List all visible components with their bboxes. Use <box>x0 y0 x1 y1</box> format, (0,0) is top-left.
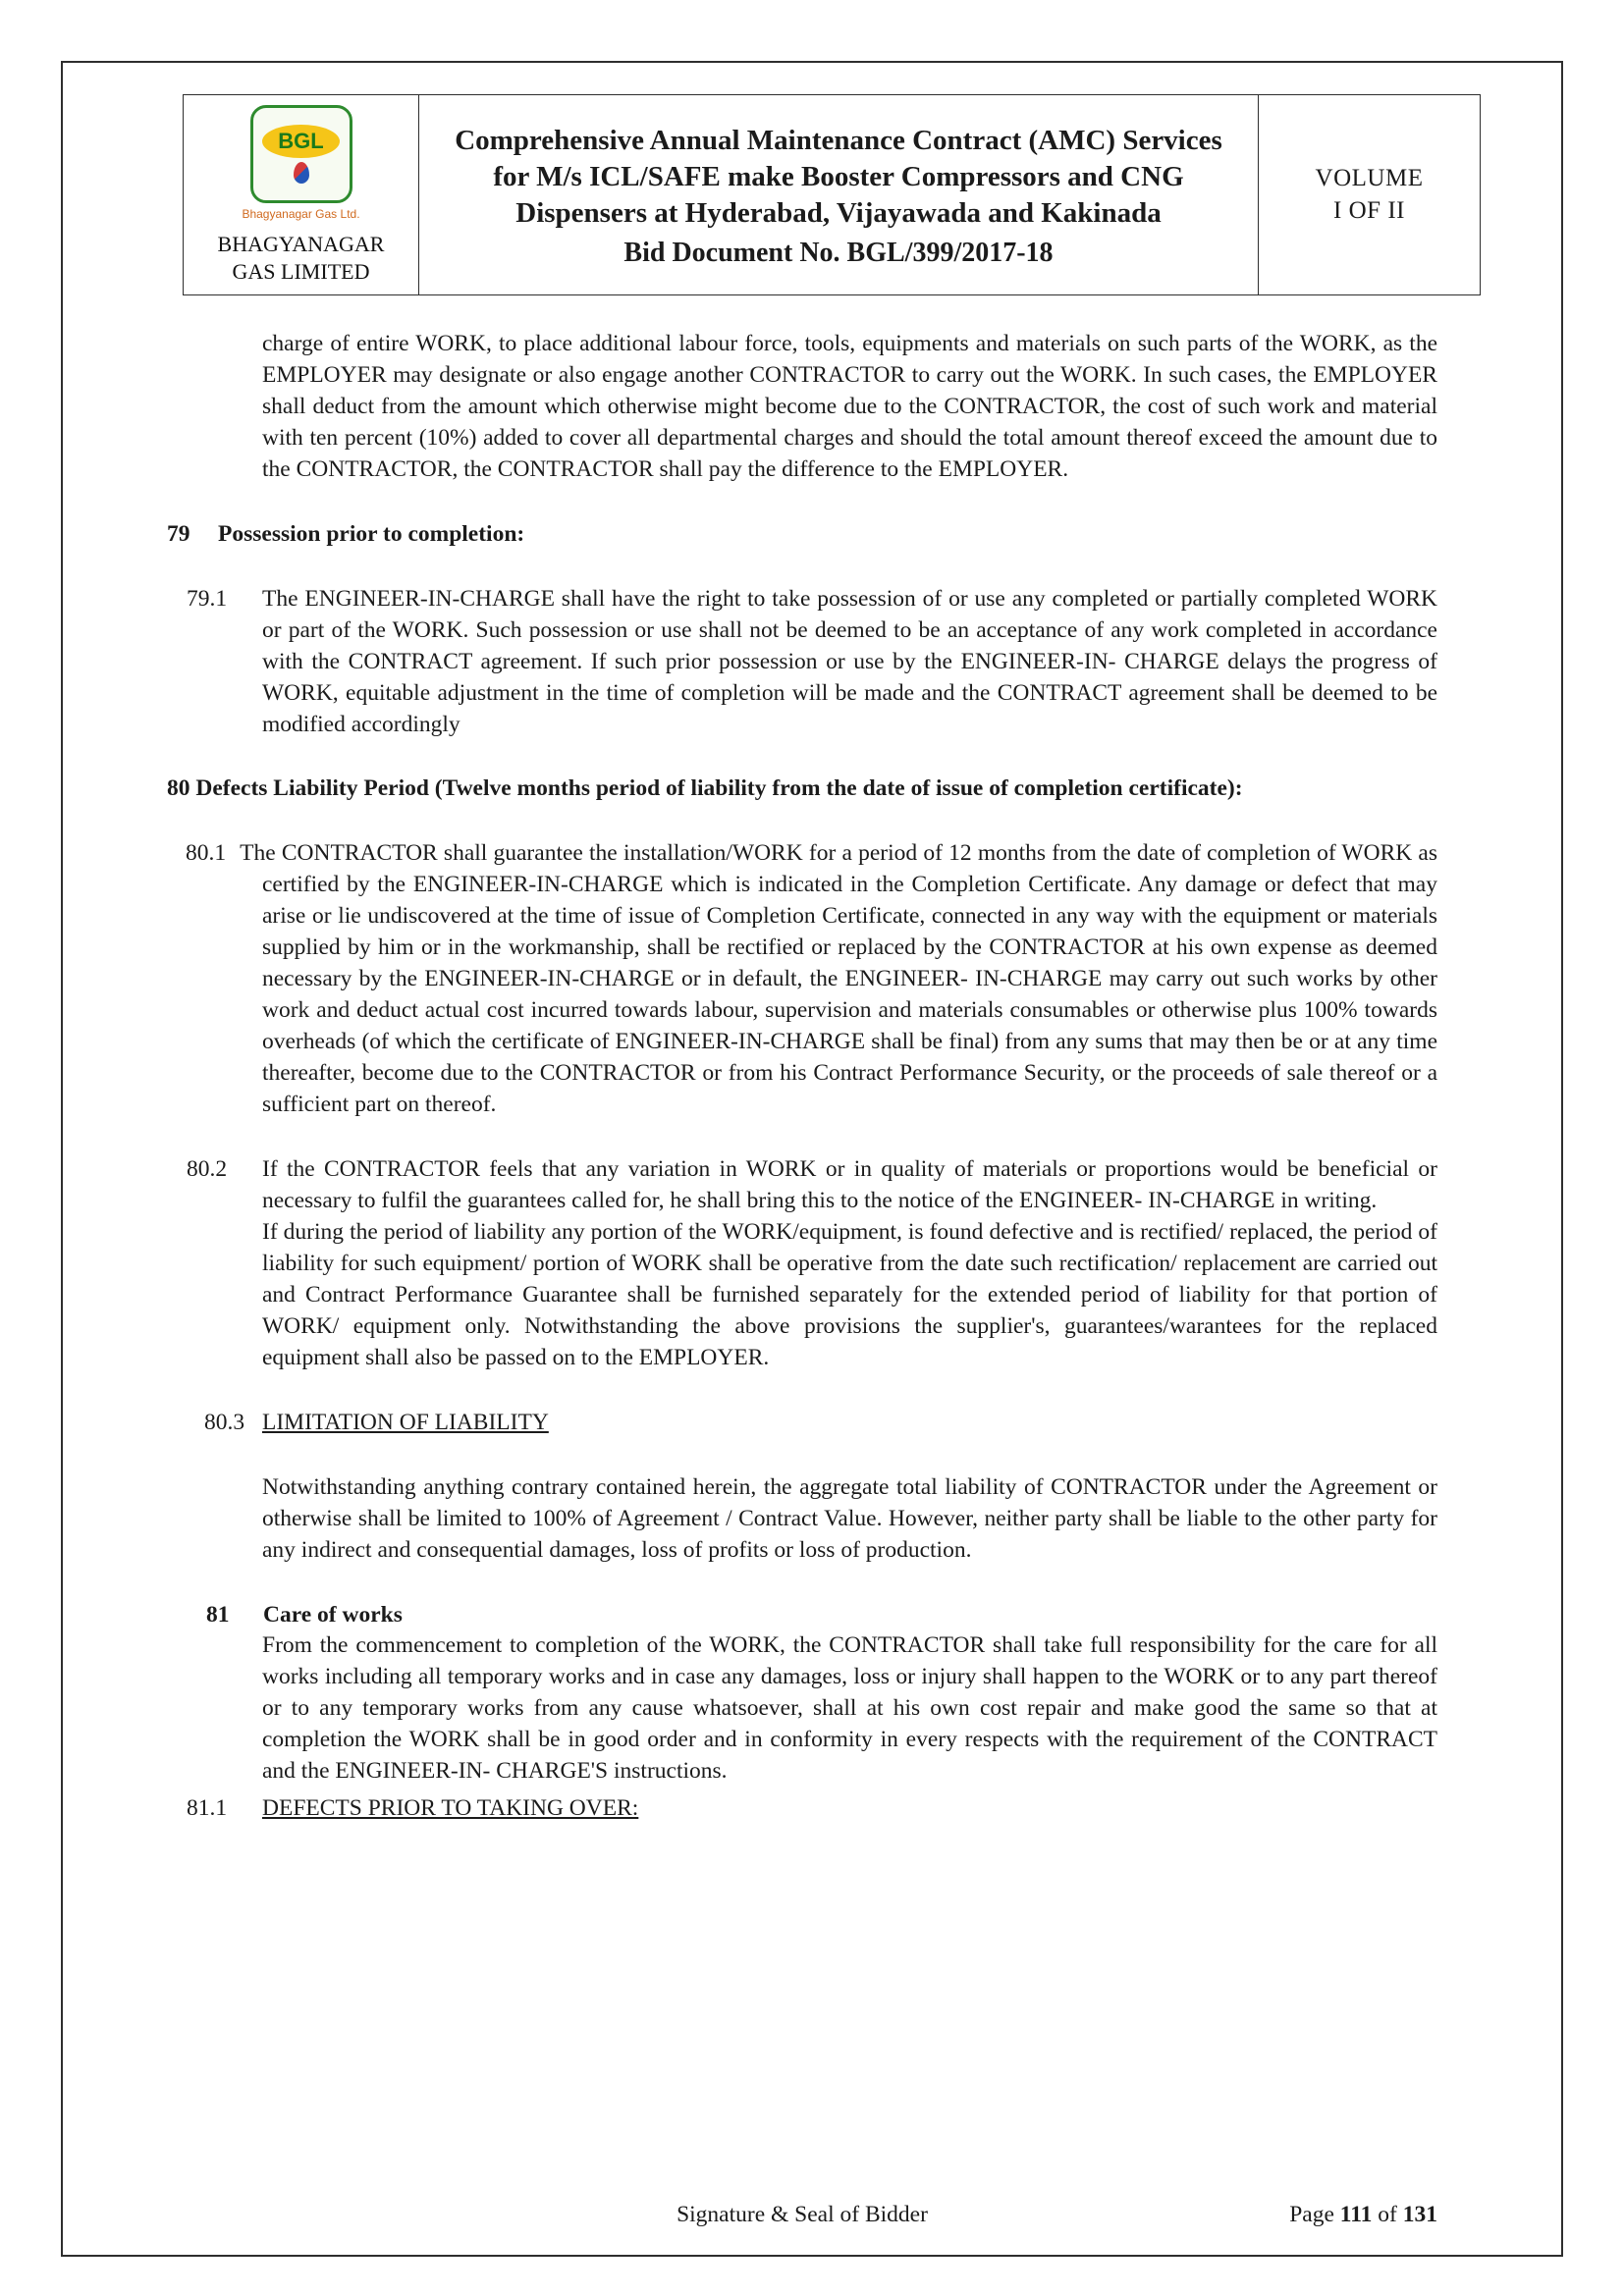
paragraph-continuation: charge of entire WORK, to place additional labour force, tools, equipments and materials on such parts of the WORK, as the EMPLOYER may designate or also engage another CONTRACTOR to carry out the WORK. In such cases, the EMPLOYER shall deduct from the amount which otherwise might become due to the CONTRACTOR, the cost of such work and material with ten percent (10%) added to cover all departmental charges and should the total amount thereof exceed the amount due to the CONTRACTOR, the CONTRACTOR shall pay the difference to the EMPLOYER. <box>262 331 1437 482</box>
section-81-text: From the commencement to completion of the WORK, the CONTRACTOR shall take full responsibility for the care for all works including all temporary works and in case any damages, loss or injury shall happen to the WORK or to any part thereof or to any temporary works from any cause whatsoever, shall at his own cost repair and make good the same so that at completion the WORK shall be in good order and in conformity in every respects with the requirement of the CONTRACT and the ENGINEER-IN- CHARGE'S instructions. <box>262 1632 1437 1785</box>
clause-80-1 <box>186 838 1437 1121</box>
logo-acronym: BGL <box>262 125 339 158</box>
header-volume-cell <box>1259 95 1480 294</box>
header-title-cell <box>419 95 1259 294</box>
clause-81-1-number: 81.1 <box>187 1795 228 1822</box>
document-header <box>183 94 1481 295</box>
page-current: 111 <box>1339 2202 1373 2227</box>
clause-79-1-number: 79.1 <box>187 585 228 612</box>
company-name-line1: BHAGYANAGAR <box>217 232 385 256</box>
clause-80-2 <box>167 1154 1437 1374</box>
clause-81-1 <box>167 1793 1437 1825</box>
clause-80-2-number: 80.2 <box>187 1156 228 1183</box>
section-81-heading <box>206 1600 1437 1631</box>
header-logo-cell <box>184 95 419 294</box>
company-name-line2: GAS LIMITED <box>232 258 370 284</box>
section-81-title: Care of works <box>263 1601 403 1628</box>
page-border-frame <box>61 61 1563 2257</box>
clause-80-1-text: The CONTRACTOR shall guarantee the installation/WORK for a period of 12 months from the date of completion of WORK as certified by the ENGINEER-IN-CHARGE which is indicated in the Completion Certificate. Any damage or defect that may arise or lie undiscovered at the time of issue of Completion Certificate, connected in any way with the equipment or materials supplied by him or in the workmanship, shall be rectified or replaced by the CONTRACTOR at his own expense as deemed necessary by the ENGINEER-IN-CHARGE or in default, the ENGINEER- IN-CHARGE may carry out such works by other work and deduct actual cost incurred towards labour, supervision and materials consumables or otherwise plus 100% towards overheads (of which the certificate of ENGINEER-IN-CHARGE shall be final) from any sums that may then be or at any time thereafter, become due to the CONTRACTOR or from his Contract Performance Security, or the proceeds of sale thereof or a sufficient part on thereof. <box>240 840 1437 1118</box>
logo-flame-icon <box>294 162 309 184</box>
clause-80-1-number: 80.1 <box>186 840 227 867</box>
document-title: Comprehensive Annual Maintenance Contract (AMC) Services for M/s ICL/SAFE make Booster Compressors and CNG Dispensers at Hyderabad, Vijayawada and Kakinada <box>455 124 1222 230</box>
clause-80-3-number: 80.3 <box>204 1409 245 1435</box>
volume-line2: I OF II <box>1333 196 1405 224</box>
signature-label: Signature & Seal of Bidder <box>677 2202 928 2227</box>
clause-80-3-text: Notwithstanding anything contrary contained herein, the aggregate total liability of CONTRACTOR under the Agreement or otherwise shall be limited to 100% of Agreement / Contract Value. However, neither party shall be liable to the other party for any indirect and consequential damages, loss of profits or loss of production. <box>262 1473 1437 1563</box>
section-80-heading: 80 Defects Liability Period (Twelve months period of liability from the date of issue of completion certificate): <box>167 775 1243 802</box>
clause-80-2-paragraph-1: If the CONTRACTOR feels that any variation in WORK or in quality of materials or proportions would be beneficial or necessary to fulfil the guarantees called for, he shall bring this to the notice of the ENGINEER- IN-CHARGE in writing. <box>262 1156 1437 1213</box>
clause-81-1-title: DEFECTS PRIOR TO TAKING OVER: <box>262 1795 639 1822</box>
page-number: Page 111 of 131 <box>1289 2202 1437 2227</box>
clause-80-3-title: LIMITATION OF LIABILITY <box>262 1409 549 1435</box>
logo-caption: Bhagyanagar Gas Ltd. <box>242 207 360 221</box>
company-name <box>218 231 385 285</box>
section-81-number: 81 <box>206 1601 230 1628</box>
clause-80-2-paragraph-2: If during the period of liability any portion of the WORK/equipment, is found defective and is rectified/ replaced, the period of liability for such equipment/ portion of WORK shall be operative from the date such rectification/ replacement are carried out and Contract Performance Guarantee shall be furnished separately for the extended period of liability for that portion of WORK/ equipment only. Notwithstanding the above provisions the supplier's, guarantees/warantees for the replaced equipment shall also be passed on to the EMPLOYER. <box>262 1218 1437 1370</box>
company-logo-icon <box>250 105 352 203</box>
clause-80-3 <box>167 1408 1437 1567</box>
section-79-heading <box>167 519 1437 551</box>
section-79-number: 79 <box>167 520 190 547</box>
clause-79-1-text: The ENGINEER-IN-CHARGE shall have the right to take possession of or use any completed or partially completed WORK or part of the WORK. Such possession or use shall not be deemed to be an acceptance of any work completed in accordance with the CONTRACT agreement. If such prior possession or use by the ENGINEER-IN- CHARGE delays the progress of WORK, equitable adjustment in the time of completion will be made and the CONTRACT agreement shall be deemed to be modified accordingly <box>262 585 1437 737</box>
section-79-title: Possession prior to completion: <box>218 520 525 547</box>
bid-document-number: Bid Document No. BGL/399/2017-18 <box>623 238 1054 269</box>
volume-line1: VOLUME <box>1315 165 1424 191</box>
document-footer <box>167 2202 1437 2249</box>
clause-79-1 <box>167 584 1437 741</box>
page-total: 131 <box>1402 2202 1437 2227</box>
document-body <box>63 295 1561 2202</box>
